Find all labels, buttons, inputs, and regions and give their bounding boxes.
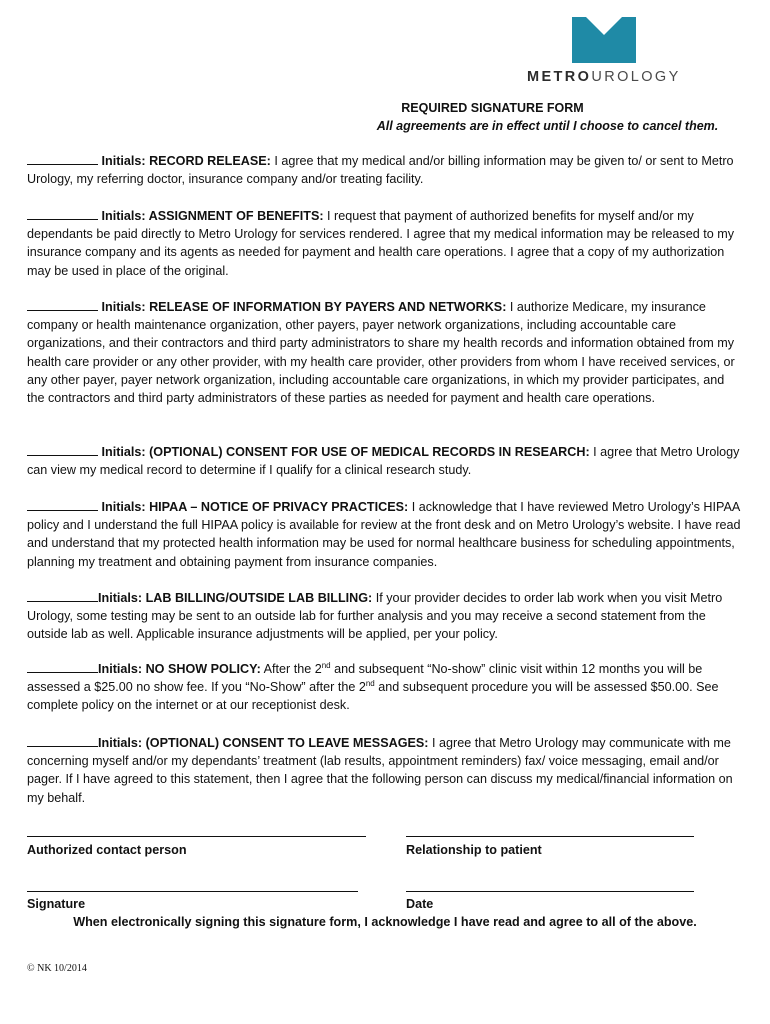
form-title: REQUIRED SIGNATURE FORM	[401, 101, 584, 115]
relationship-label: Relationship to patient	[406, 843, 542, 857]
initials-blank[interactable]	[27, 736, 98, 747]
company-logo	[520, 17, 690, 87]
section-no-show-policy: Initials: NO SHOW POLICY: After the 2nd and subsequent “No-show” clinic visit within 12 months you will be assessed a $25.00 no show fee. If you “No-Show” after the 2nd and subsequent procedure you will be assessed $50.00. See complete policy on the internet or at our receptionist desk.	[27, 660, 719, 713]
initials-blank[interactable]	[27, 500, 98, 511]
relationship-line[interactable]	[406, 836, 694, 837]
section-release-of-information: Initials: RELEASE OF INFORMATION BY PAYERS AND NETWORKS: I authorize Medicare, my insurance company or health maintenance organization, other payers, payer network organizations, including accountable care organizations, and their contractors and third party administrators to share my health records and information obtained from my health care provider or any other provider, with my health care provider, other providers from whom I have received services, or any other payer, payer network organization, including accountable care organizations, in which my provider participates, and the contractors and third party administrators of these parties as needed for payment and health care operations.	[27, 300, 735, 406]
metro-urology-logo-mark	[572, 17, 636, 63]
initials-blank[interactable]	[27, 209, 98, 220]
initials-blank[interactable]	[27, 154, 98, 165]
contact-person-line[interactable]	[27, 836, 366, 837]
date-label: Date	[406, 897, 434, 911]
section-hipaa: Initials: HIPAA – NOTICE OF PRIVACY PRACTICES: I acknowledge that I have reviewed Metro Urology’s HIPAA policy and I understand the full HIPAA policy is available for review at the front desk and on Metro Urology’s website. I have read and understand that my protected health information may be used for normal healthcare business for scheduling appointments, planning my treatment and obtaining payment from insurance companies.	[27, 500, 741, 569]
contact-person-label: Authorized contact person	[27, 843, 187, 857]
signature-line[interactable]	[27, 891, 358, 892]
acknowledgement-statement: When electronically signing this signature form, I acknowledge I have read and agree to all of the above.	[73, 915, 697, 929]
section-assignment-of-benefits: Initials: ASSIGNMENT OF BENEFITS: I request that payment of authorized benefits for myself and/or my dependants be paid directly to Metro Urology for services rendered. I agree that my medical information may be released to my insurance company and its agents as needed for payment and health care operations. I agree that a copy of my authorization may be used in place of the original.	[27, 209, 734, 278]
initials-blank[interactable]	[27, 591, 98, 602]
initials-blank[interactable]	[27, 662, 98, 673]
logo-wordmark: METROUROLOGY	[527, 69, 681, 85]
section-research-consent: Initials: (OPTIONAL) CONSENT FOR USE OF MEDICAL RECORDS IN RESEARCH: I agree that Metro Urology can view my medical record to determine if I qualify for a clinical research study.	[27, 445, 740, 478]
initials-blank[interactable]	[27, 445, 98, 456]
section-record-release: Initials: RECORD RELEASE: I agree that my medical and/or billing information may be given to/ or sent to Metro Urology, my referring doctor, insurance company and/or treating facility.	[27, 154, 734, 187]
form-subtitle: All agreements are in effect until I choose to cancel them.	[376, 119, 719, 133]
signature-label: Signature	[27, 897, 86, 911]
section-lab-billing: Initials: LAB BILLING/OUTSIDE LAB BILLING: If your provider decides to order lab work when you visit Metro Urology, some testing may be sent to an outside lab for further analysis and you may receive a second statement from the outside lab as well. Applicable insurance adjustments will be applied, per your policy.	[27, 591, 723, 642]
date-line[interactable]	[406, 891, 694, 892]
initials-blank[interactable]	[27, 300, 98, 311]
section-leave-messages: Initials: (OPTIONAL) CONSENT TO LEAVE MESSAGES: I agree that Metro Urology may communicate with me concerning myself and/or my dependants’ treatment (lab results, appointment reminders) fax/ voice messaging, email and/or pager. If I have agreed to this statement, then I agree that the following person can discuss my medical/financial information on my behalf.	[27, 736, 733, 805]
copyright-notice: © NK 10/2014	[27, 963, 87, 974]
